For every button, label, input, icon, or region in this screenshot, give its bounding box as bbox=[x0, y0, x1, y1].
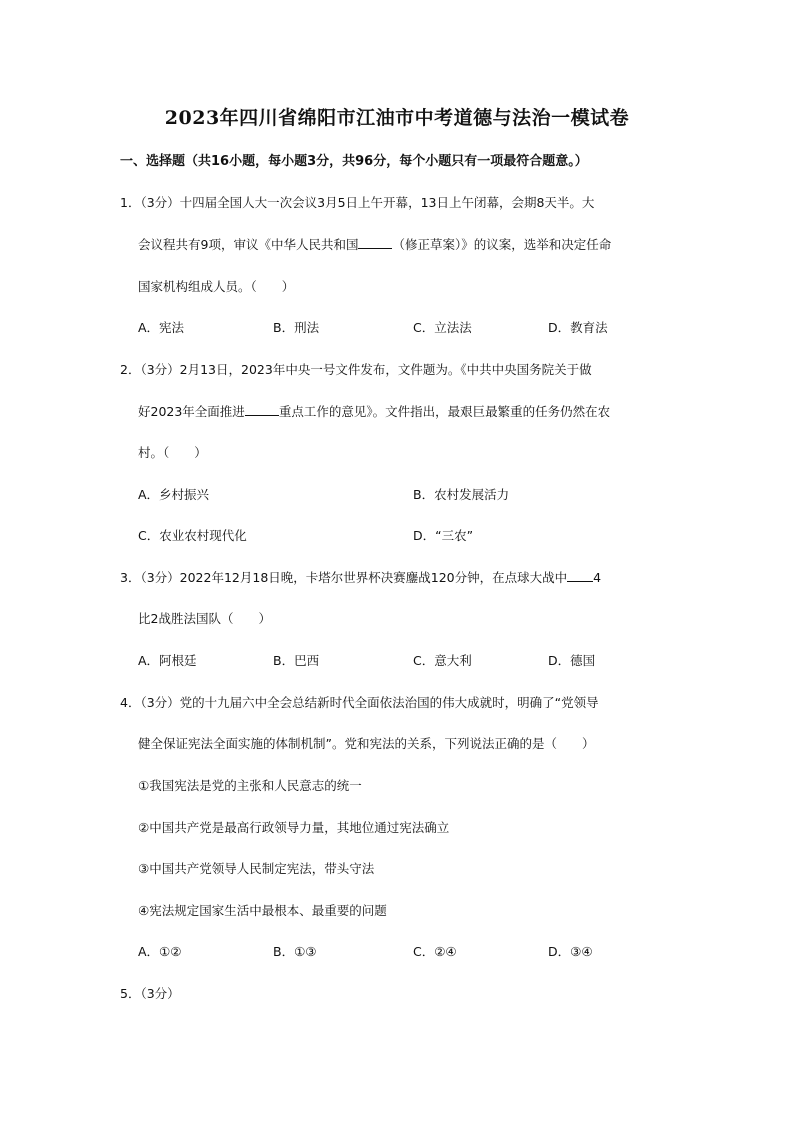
q4-option-d[interactable]: D．③④ bbox=[548, 944, 593, 959]
q1-line-2a: 会议程共有9项，审议《中华人民共和国 bbox=[138, 237, 359, 252]
section-heading: 一、选择题（共16小题，每小题3分，共96分，每个小题只有一项最符合题意。） bbox=[120, 154, 588, 169]
q3-line-1 bbox=[120, 568, 601, 586]
q4-statement-3: ③中国共产党领导人民制定宪法，带头守法 bbox=[138, 861, 375, 876]
q3-line-1b: 4 bbox=[593, 570, 602, 585]
q1-option-d[interactable]: D．教育法 bbox=[548, 320, 608, 335]
q3-option-b[interactable]: B．巴西 bbox=[273, 653, 320, 668]
q4-statement-4: ④宪法规定国家生活中最根本、最重要的问题 bbox=[138, 903, 387, 918]
q1-option-b[interactable]: B．刑法 bbox=[273, 320, 320, 335]
q1-line-1: 1．（3分）十四届全国人大一次会议3月5日上午开幕，13日上午闭幕，会期8天半。大 bbox=[120, 195, 595, 210]
q2-line-3: 村。（ ） bbox=[138, 445, 207, 460]
q1-line-2 bbox=[138, 235, 611, 253]
q4-statement-1: ①我国宪法是党的主张和人民意志的统一 bbox=[138, 778, 362, 793]
q2-option-d[interactable]: D．“三农” bbox=[413, 528, 474, 543]
q4-statement-2: ②中国共产党是最高行政领导力量，其地位通过宪法确立 bbox=[138, 820, 450, 835]
q2-line-2a: 好2023年全面推进 bbox=[138, 404, 245, 419]
q2-line-2 bbox=[138, 402, 610, 420]
q2-line-1: 2．（3分）2月13日，2023年中央一号文件发布，文件题为。《中共中央国务院关于做 bbox=[120, 362, 592, 377]
q1-option-a[interactable]: A．宪法 bbox=[138, 320, 185, 335]
q2-option-b[interactable]: B．农村发展活力 bbox=[413, 487, 510, 502]
q4-option-a[interactable]: A．①② bbox=[138, 944, 182, 959]
q1-line-3: 国家机构组成人员。（ ） bbox=[138, 279, 295, 294]
q3-line-2: 比2战胜法国队（ ） bbox=[138, 611, 271, 626]
q1-option-c[interactable]: C．立法法 bbox=[413, 320, 472, 335]
q3-option-d[interactable]: D．德国 bbox=[548, 653, 596, 668]
q5-line-1: 5．（3分） bbox=[120, 986, 180, 1001]
q3-option-a[interactable]: A．阿根廷 bbox=[138, 653, 197, 668]
q2-option-c[interactable]: C．农业农村现代化 bbox=[138, 528, 247, 543]
q2-line-2b: 重点工作的意见》。文件指出，最艰巨最繁重的任务仍然在农 bbox=[278, 404, 611, 419]
q4-option-c[interactable]: C．②④ bbox=[413, 944, 457, 959]
q1-blank bbox=[358, 238, 392, 249]
q4-line-2: 健全保证宪法全面实施的体制机制”。党和宪法的关系，下列说法正确的是（ ） bbox=[138, 736, 595, 751]
q3-blank bbox=[567, 571, 593, 582]
q3-line-1a: 3．（3分）2022年12月18日晚，卡塔尔世界杯决赛鏖战120分钟，在点球大战中 bbox=[120, 570, 568, 585]
page-title: 2023年四川省绵阳市江油市中考道德与法治一模试卷 bbox=[164, 107, 630, 129]
q2-option-a[interactable]: A．乡村振兴 bbox=[138, 487, 210, 502]
q3-option-c[interactable]: C．意大利 bbox=[413, 653, 472, 668]
q1-line-2b: （修正草案）》的议案，选举和决定任命 bbox=[392, 237, 612, 252]
q2-blank bbox=[245, 405, 279, 416]
q4-option-b[interactable]: B．①③ bbox=[273, 944, 317, 959]
q4-line-1: 4．（3分）党的十九届六中全会总结新时代全面依法治国的伟大成就时，明确了“党领导 bbox=[120, 695, 599, 710]
